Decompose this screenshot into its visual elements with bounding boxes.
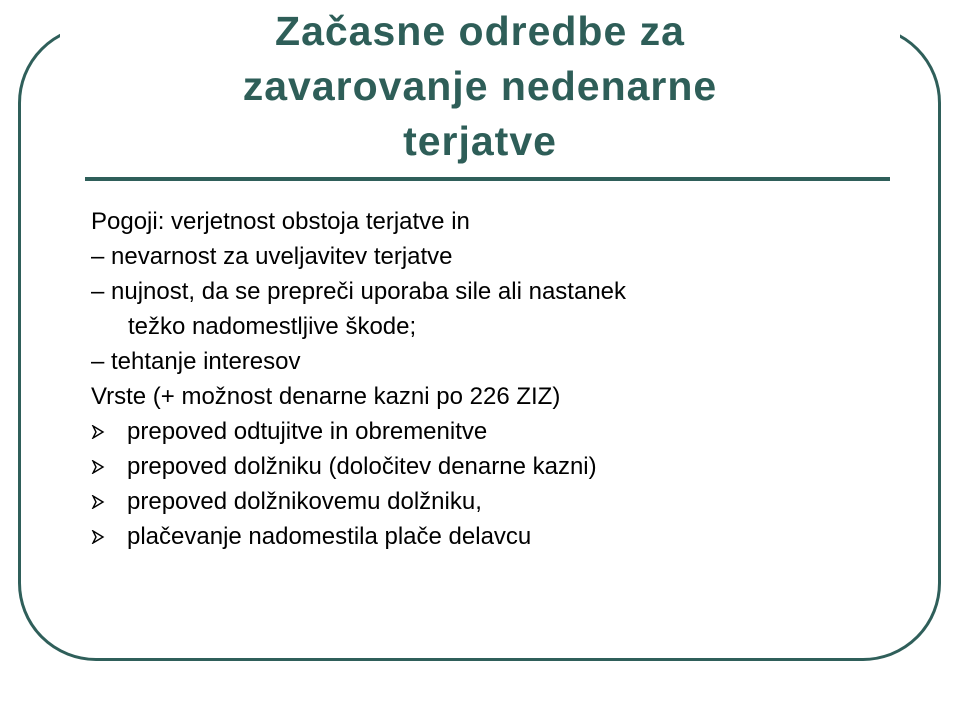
bullet-item <box>91 449 891 484</box>
title-line: Začasne odredbe za <box>275 8 685 54</box>
arrow-bullet-icon <box>91 495 105 509</box>
bullet-item <box>91 519 891 554</box>
title-line: zavarovanje nedenarne <box>242 63 718 109</box>
body-line: Pogoji: verjetnost obstoja terjatve in <box>91 208 470 235</box>
bullet-text: plačevanje nadomestila plače delavcu <box>127 523 532 550</box>
slide-body <box>91 204 891 554</box>
bullet-text: prepoved dolžnikovemu dolžniku, <box>127 488 482 515</box>
bullet-text: prepoved dolžniku (določitev denarne kazni) <box>127 453 597 480</box>
body-line: – nujnost, da se prepreči uporaba sile ali nastanek <box>91 278 627 305</box>
title-divider <box>85 177 890 181</box>
title-line: terjatve <box>403 118 557 164</box>
body-line: težko nadomestljive škode; <box>128 313 417 340</box>
body-line: Vrste (+ možnost denarne kazni po 226 ZIZ) <box>91 383 561 410</box>
body-line: – nevarnost za uveljavitev terjatve <box>91 243 453 270</box>
slide-title <box>60 4 900 169</box>
bullet-item <box>91 414 891 449</box>
body-line: – tehtanje interesov <box>91 348 301 375</box>
bullet-text: prepoved odtujitve in obremenitve <box>127 418 488 445</box>
bullet-item <box>91 484 891 519</box>
arrow-bullet-icon <box>91 460 105 474</box>
arrow-bullet-icon <box>91 425 105 439</box>
arrow-bullet-icon <box>91 530 105 544</box>
